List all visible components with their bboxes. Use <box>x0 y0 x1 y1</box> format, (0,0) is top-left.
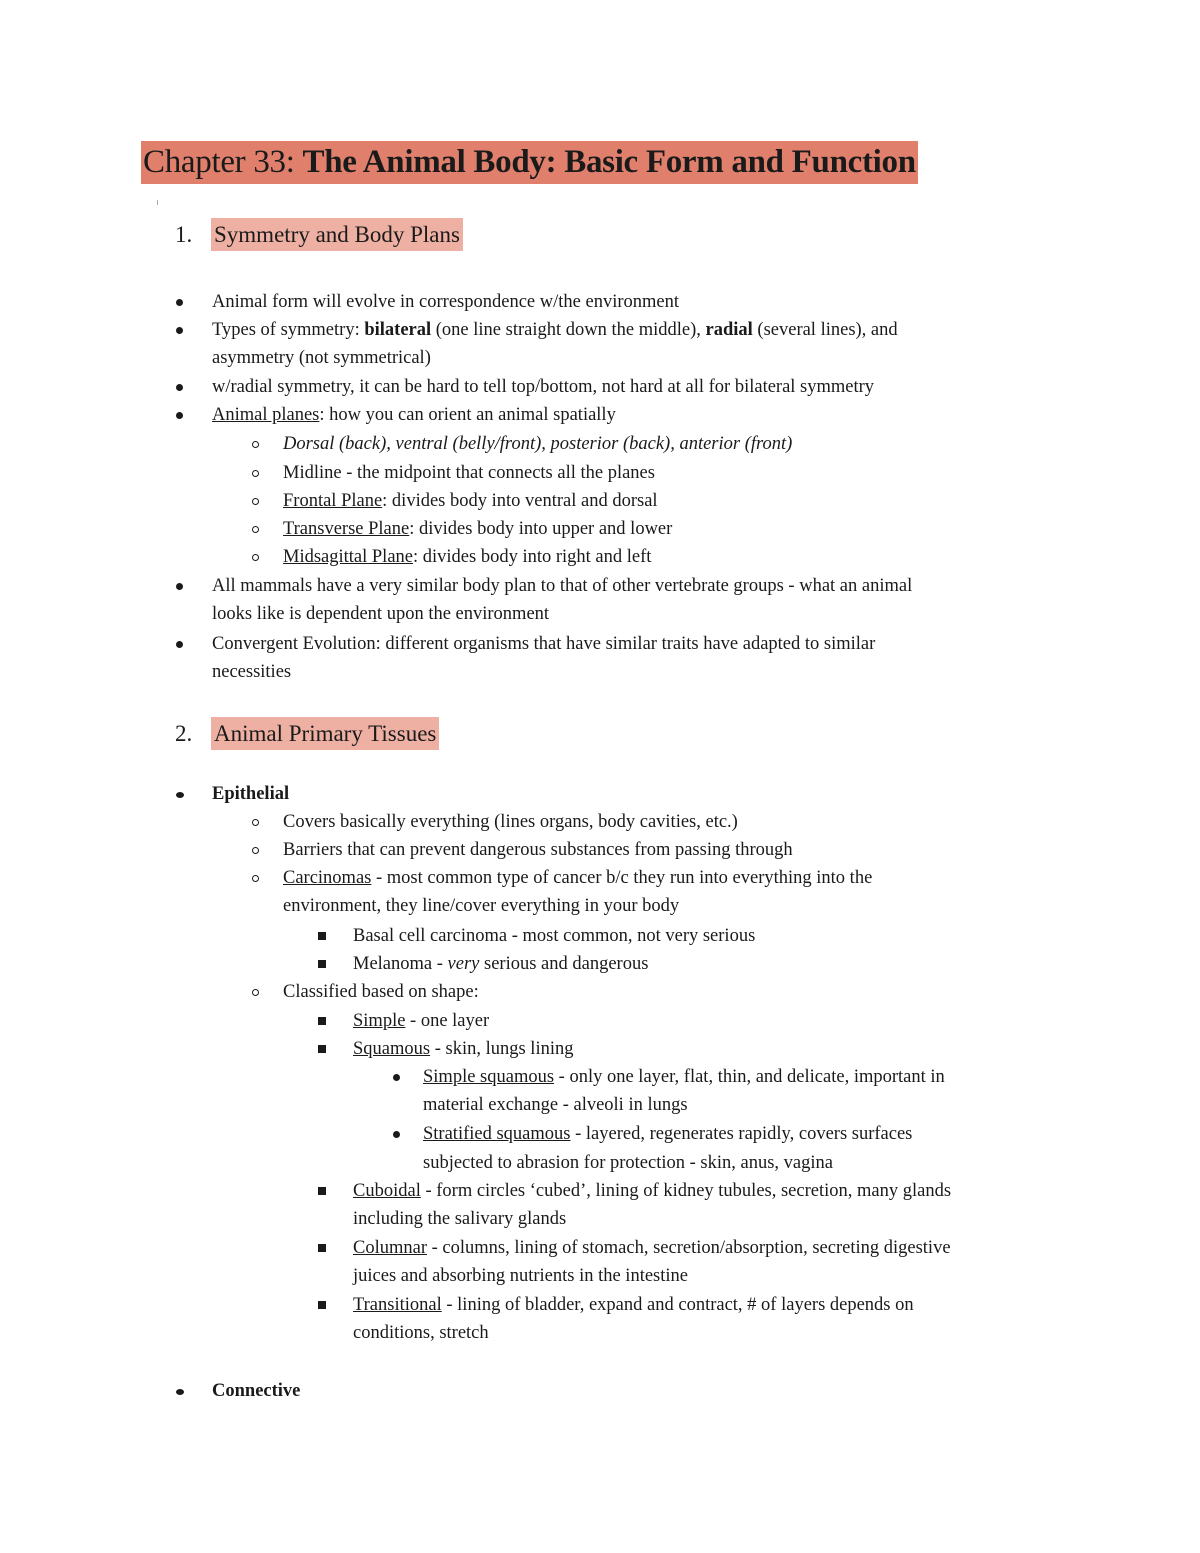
list-item-continuation <box>212 600 549 628</box>
underlined-term: Transitional <box>353 1295 442 1315</box>
chapter-main-title: The Animal Body: Basic Form and Function <box>302 144 916 180</box>
item-text: All mammals have a very similar body plan to that of other vertebrate groups - what an animal <box>212 576 913 596</box>
sub-sub-list-item <box>353 922 755 950</box>
bullet-circle-icon <box>252 847 259 854</box>
list-item <box>212 401 616 429</box>
item-text: - form circles ‘cubed’, lining of kidney tubules, secretion, many glands <box>420 1181 952 1201</box>
item-text: (several lines), and <box>752 320 898 340</box>
item-text: Barriers that can prevent dangerous substances from passing through <box>283 840 793 860</box>
bullet-square-icon <box>318 1244 326 1252</box>
list-item <box>212 780 289 808</box>
item-text: (one line straight down the middle), <box>431 320 706 340</box>
bullet-dot-icon <box>393 1131 400 1138</box>
item-text: : divides body into upper and lower <box>409 519 673 539</box>
item-text: juices and absorbing nutrients in the intestine <box>353 1266 688 1286</box>
bullet-square-icon <box>318 960 326 968</box>
item-text: Convergent Evolution: different organisms that have similar traits have adapted to similar <box>212 634 876 654</box>
sub-sub-list-item <box>353 1007 489 1035</box>
bullet-dot-icon <box>176 299 183 306</box>
bullet-dot-icon <box>176 412 183 419</box>
sub-list-item <box>283 543 651 571</box>
sub-list-item <box>283 864 872 892</box>
sub-list-item <box>283 515 672 543</box>
underlined-term: Transverse Plane <box>283 519 410 539</box>
underlined-term: Simple <box>353 1011 406 1031</box>
sub-sub-list-item <box>353 1177 951 1205</box>
underlined-term: Carcinomas <box>283 868 372 888</box>
sub-sub-list-item <box>353 1035 573 1063</box>
bullet-dot-icon <box>393 1074 400 1081</box>
item-text: - most common type of cancer b/c they run into everything into the <box>371 868 873 888</box>
item-text: : how you can orient an animal spatially <box>319 405 616 425</box>
bullet-square-icon <box>318 1017 326 1025</box>
bullet-circle-icon <box>252 989 259 996</box>
sub-sub-list-item-continuation <box>353 1262 688 1290</box>
bullet-circle-icon <box>252 875 259 882</box>
item-text: - one layer <box>405 1011 490 1031</box>
bold-term: bilateral <box>364 320 432 340</box>
bullet-circle-icon <box>252 470 259 477</box>
chapter-title <box>141 141 918 184</box>
bullet-dot-icon <box>176 327 183 334</box>
sub-list-item <box>283 487 658 515</box>
underlined-term: Cuboidal <box>353 1181 421 1201</box>
underlined-term: Stratified squamous <box>423 1124 571 1144</box>
item-text: - lining of bladder, expand and contract, # of layers depends on <box>441 1295 914 1315</box>
section-number: 2. <box>175 721 193 746</box>
bullet-circle-icon <box>252 554 259 561</box>
item-text: Midline - the midpoint that connects all the planes <box>283 463 655 483</box>
underlined-term: Squamous <box>353 1039 431 1059</box>
sub-list-item <box>283 808 738 836</box>
item-text: serious and dangerous <box>479 954 649 974</box>
list-item <box>212 288 679 316</box>
bold-term: Connective <box>212 1381 301 1401</box>
bullet-dot-icon <box>176 792 184 798</box>
bullet-dot-icon <box>176 641 183 648</box>
underlined-term: Midsagittal Plane <box>283 547 413 567</box>
bullet-dot-icon <box>176 384 183 391</box>
sub-list-item <box>283 978 479 1006</box>
level-4-list-item-continuation <box>423 1091 688 1119</box>
sub-list-item <box>283 459 655 487</box>
item-text: : divides body into ventral and dorsal <box>382 491 658 511</box>
list-item <box>212 572 912 600</box>
bullet-square-icon <box>318 1187 326 1195</box>
sub-list-item <box>283 836 793 864</box>
list-item <box>212 373 874 401</box>
bullet-dot-icon <box>176 583 183 590</box>
sub-sub-list-item <box>353 1234 951 1262</box>
underlined-term: Animal planes <box>212 405 320 425</box>
item-text: conditions, stretch <box>353 1323 489 1343</box>
sub-sub-list-item-continuation <box>353 1319 489 1347</box>
sub-sub-list-item <box>353 950 648 978</box>
item-text: w/radial symmetry, it can be hard to tell top/bottom, not hard at all for bilateral symmetry <box>212 377 875 397</box>
bullet-circle-icon <box>252 526 259 533</box>
cursor-mark <box>157 200 158 205</box>
sub-sub-list-item <box>353 1291 914 1319</box>
list-item-continuation <box>212 344 431 372</box>
level-4-list-item <box>423 1063 945 1091</box>
item-text: : divides body into right and left <box>413 547 652 567</box>
item-text: looks like is dependent upon the environment <box>212 604 550 624</box>
bullet-circle-icon <box>252 819 259 826</box>
bullet-circle-icon <box>252 441 259 448</box>
item-text: Covers basically everything (lines organs, body cavities, etc.) <box>283 812 738 832</box>
item-text: Dorsal (back), ventral (belly/front), posterior (back), anterior (front) <box>283 434 793 454</box>
item-text: necessities <box>212 662 292 682</box>
item-text: - columns, lining of stomach, secretion/absorption, secreting digestive <box>427 1238 951 1258</box>
list-item <box>212 1377 300 1405</box>
section-title: Animal Primary Tissues <box>211 717 439 750</box>
item-text: including the salivary glands <box>353 1209 567 1229</box>
sub-list-item-continuation <box>283 892 679 920</box>
item-text: subjected to abrasion for protection - skin, anus, vagina <box>423 1153 833 1173</box>
list-item-continuation <box>212 658 291 686</box>
bullet-dot-icon <box>176 1389 184 1395</box>
item-text: - skin, lungs lining <box>430 1039 574 1059</box>
bullet-square-icon <box>318 1301 326 1309</box>
section-title: Symmetry and Body Plans <box>211 218 463 251</box>
item-text: - layered, regenerates rapidly, covers surfaces <box>570 1124 913 1144</box>
underlined-term: Simple squamous <box>423 1067 555 1087</box>
bold-term: Epithelial <box>212 784 290 804</box>
list-item <box>212 630 875 658</box>
item-text: Classified based on shape: <box>283 982 479 1002</box>
item-text: Animal form will evolve in correspondence w/the environment <box>212 292 679 312</box>
item-text: - only one layer, flat, thin, and delicate, important in <box>554 1067 945 1087</box>
level-4-list-item <box>423 1120 912 1148</box>
bullet-circle-icon <box>252 498 259 505</box>
item-text: environment, they line/cover everything in your body <box>283 896 680 916</box>
section-number: 1. <box>175 222 193 247</box>
bold-term: radial <box>705 320 753 340</box>
level-4-list-item-continuation <box>423 1149 833 1177</box>
sub-list-item <box>283 430 792 458</box>
underlined-term: Columnar <box>353 1238 427 1258</box>
italic-term: very <box>447 954 480 974</box>
item-text: material exchange - alveoli in lungs <box>423 1095 688 1115</box>
underlined-term: Frontal Plane <box>283 491 383 511</box>
sub-sub-list-item-continuation <box>353 1205 566 1233</box>
list-item <box>212 316 898 344</box>
item-text: asymmetry (not symmetrical) <box>212 348 431 368</box>
chapter-prefix: Chapter 33: <box>143 144 303 180</box>
item-text: Melanoma - <box>353 954 448 974</box>
item-text: Types of symmetry: <box>212 320 365 340</box>
bullet-square-icon <box>318 1045 326 1053</box>
bullet-square-icon <box>318 932 326 940</box>
item-text: Basal cell carcinoma - most common, not very serious <box>353 926 756 946</box>
